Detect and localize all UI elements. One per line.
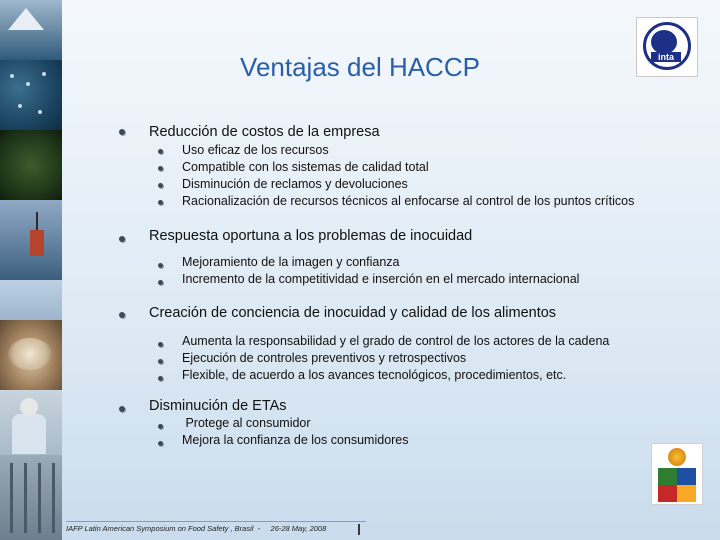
mussels-photo xyxy=(0,130,62,200)
sub-bullet-icon xyxy=(158,424,163,429)
sub-bullet-icon xyxy=(158,359,163,364)
footer-divider xyxy=(66,521,366,522)
bullet-icon xyxy=(119,236,125,242)
inta-logo-text: inta xyxy=(651,52,681,62)
sub-bullet-icon xyxy=(158,166,163,171)
slide-title: Ventajas del HACCP xyxy=(240,52,480,82)
scallop-photo xyxy=(0,320,62,390)
bullet-icon xyxy=(119,312,125,318)
inta-logo xyxy=(636,17,698,77)
list-item: Protege al consumidor xyxy=(182,416,311,430)
section-heading: Creación de conciencia de inocuidad y calidad de los alimentos xyxy=(149,305,557,321)
list-item: Aumenta la responsabilidad y el grado de control de los actores de la cadena xyxy=(182,334,610,348)
list-item: Compatible con los sistemas de calidad total xyxy=(182,160,429,174)
lake-mountain-photo xyxy=(0,0,62,60)
sub-bullet-icon xyxy=(158,441,163,446)
list-item: Mejora la confianza de los consumidores xyxy=(182,433,409,447)
boat-photo xyxy=(0,200,62,280)
sub-bullet-icon xyxy=(158,149,163,154)
list-item: Racionalización de recursos técnicos al enfocarse al control de los puntos críticos xyxy=(182,194,635,208)
bullet-icon xyxy=(119,406,125,412)
water-photo xyxy=(0,280,62,320)
list-item: Ejecución de controles preventivos y retrospectivos xyxy=(182,351,467,365)
list-item: Uso eficaz de los recursos xyxy=(182,143,329,157)
sub-bullet-icon xyxy=(158,280,163,285)
bullet-icon xyxy=(119,129,125,135)
list-item: Disminución de reclamos y devoluciones xyxy=(182,177,408,191)
list-item: Flexible, de acuerdo a los avances tecnológicos, procedimientos, etc. xyxy=(182,368,567,382)
list-item: Mejoramiento de la imagen y confianza xyxy=(182,255,400,269)
section-heading: Respuesta oportuna a los problemas de inocuidad xyxy=(149,228,473,244)
footer-marker xyxy=(358,524,360,535)
sub-bullet-icon xyxy=(158,263,163,268)
list-item: Incremento de la competitividad e inserción en el mercado internacional xyxy=(182,272,580,286)
sub-bullet-icon xyxy=(158,342,163,347)
sub-bullet-icon xyxy=(158,376,163,381)
footer-text: IAFP Latin American Symposium on Food Safety , Brasil - 26-28 May, 2008 xyxy=(66,524,327,533)
lab-worker-photo xyxy=(0,390,62,455)
section-heading: Disminución de ETAs xyxy=(149,398,287,414)
processing-plant-photo xyxy=(0,455,62,540)
section-heading: Reducción de costos de la empresa xyxy=(149,124,380,140)
sub-bullet-icon xyxy=(158,200,163,205)
sub-bullet-icon xyxy=(158,183,163,188)
institution-emblem xyxy=(651,443,703,505)
